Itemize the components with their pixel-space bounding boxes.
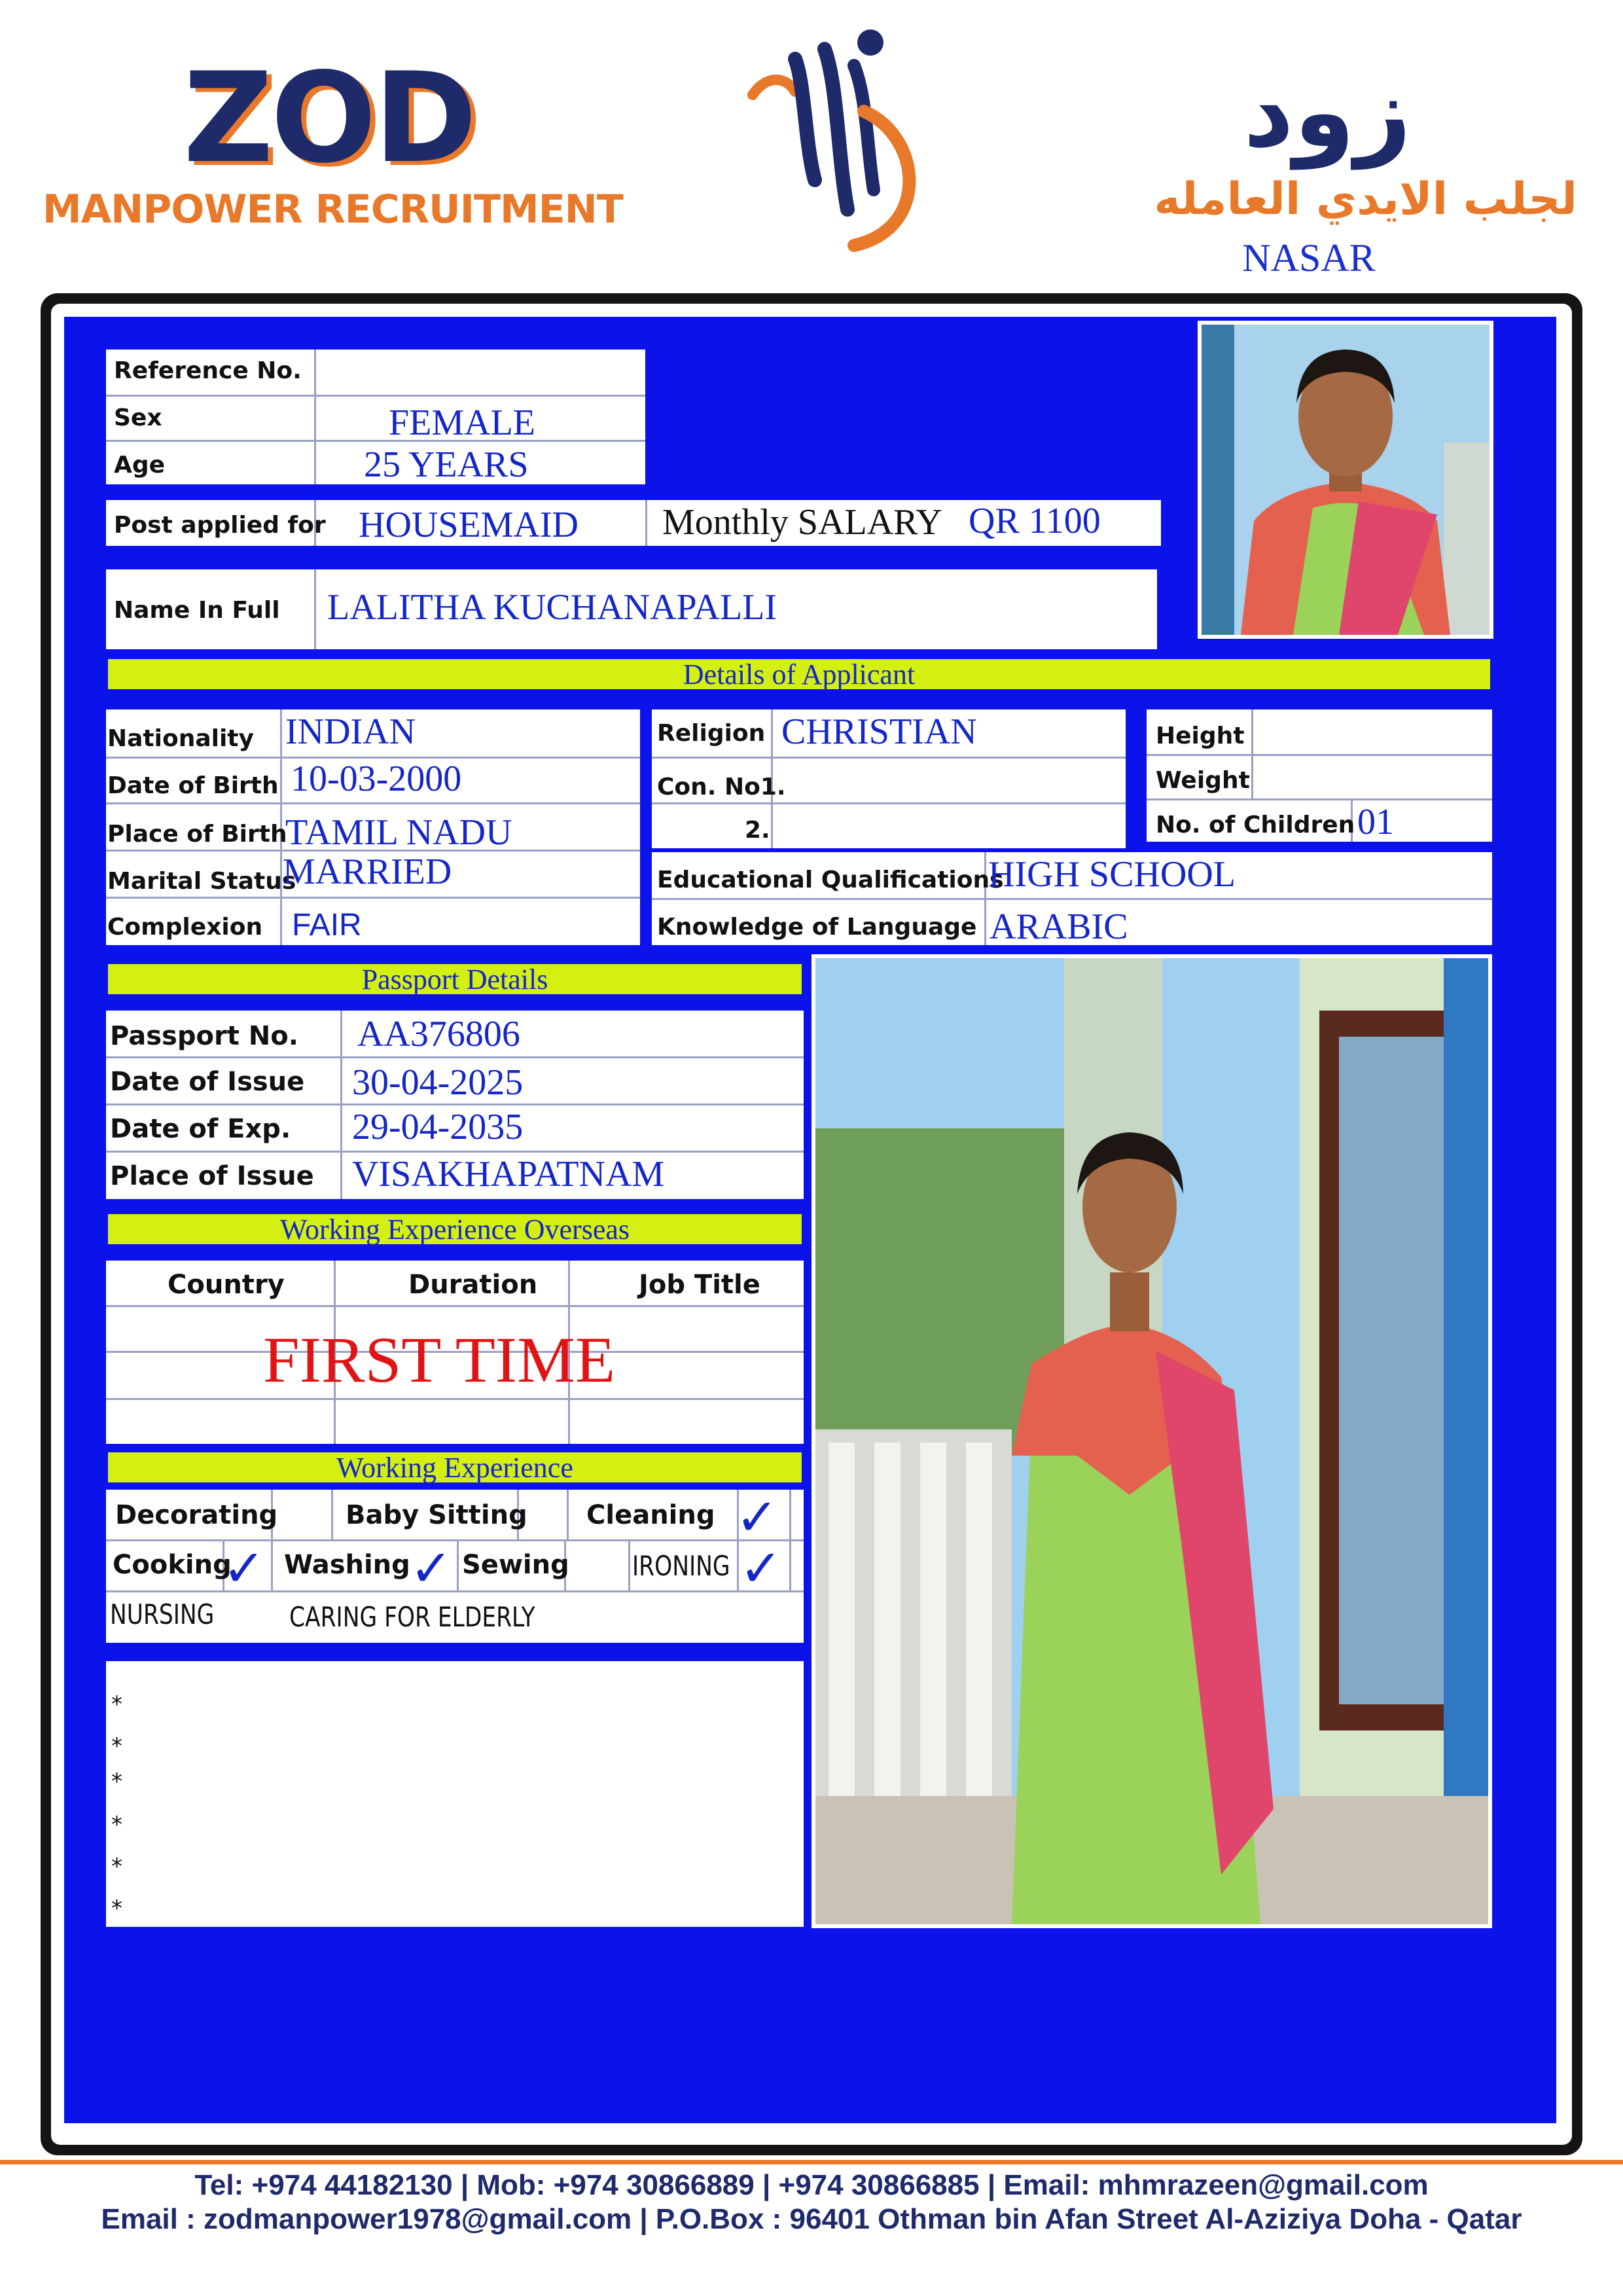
- note-bullet: *: [111, 1768, 122, 1795]
- name-value: LALITHA KUCHANAPALLI: [327, 587, 777, 628]
- contact1-label: Con. No1.: [657, 774, 786, 800]
- age-label: Age: [114, 452, 166, 478]
- height-label: Height: [1156, 723, 1245, 749]
- marital-value: MARRIED: [283, 852, 452, 892]
- skill-washing: Washing: [284, 1550, 410, 1580]
- note-bullet: *: [111, 1895, 122, 1922]
- complexion-value: FAIR: [292, 908, 362, 942]
- children-label: No. of Children: [1156, 812, 1355, 838]
- name-label: Name In Full: [114, 597, 280, 624]
- section-working-experience: Working Experience: [106, 1450, 804, 1484]
- grid-line: [106, 1590, 804, 1592]
- grid-line: [106, 1103, 804, 1105]
- grid-line: [652, 898, 1492, 900]
- section-working-experience-overseas: Working Experience Overseas: [106, 1212, 804, 1246]
- column-country: Country: [168, 1270, 285, 1300]
- skill-nursing: NURSING: [110, 1598, 215, 1630]
- grid-line: [106, 897, 640, 899]
- grid-line: [1147, 754, 1492, 756]
- passport-issue-label: Date of Issue: [110, 1067, 305, 1097]
- pob-label: Place of Birth: [107, 821, 287, 848]
- complexion-label: Complexion: [107, 914, 263, 941]
- grid-line: [106, 1151, 804, 1153]
- skill-baby-sitting: Baby Sitting: [346, 1500, 527, 1530]
- washing-check-icon: ✓: [410, 1539, 453, 1598]
- nationality-value: INDIAN: [285, 711, 416, 752]
- salary-label: Monthly SALARY: [662, 502, 942, 543]
- skill-ironing: IRONING: [632, 1550, 730, 1582]
- grid-line: [789, 1490, 791, 1590]
- weight-label: Weight: [1156, 767, 1250, 794]
- column-job-title: Job Title: [639, 1270, 760, 1300]
- religion-value: CHRISTIAN: [781, 711, 977, 752]
- grid-line: [106, 395, 645, 397]
- contact2-label: 2.: [745, 817, 770, 844]
- language-label: Knowledge of Language: [657, 914, 977, 941]
- footer-address-line: Email : zodmanpower1978@gmail.com | P.O.Box : 96401 Othman bin Afan Street Al-Aziziya Doha - Qatar: [101, 2203, 1522, 2235]
- section-details-of-applicant: Details of Applicant: [106, 657, 1492, 691]
- grid-line: [628, 1539, 630, 1590]
- grid-line: [652, 757, 1126, 759]
- footer-contact-line: Tel: +974 44182130 | Mob: +974 30866889 | +974 30866885 | Email: mhmrazeen@gmail.com: [194, 2169, 1429, 2201]
- grid-line: [652, 802, 1126, 804]
- grid-line: [331, 1490, 333, 1539]
- passport-number-label: Passport No.: [110, 1021, 298, 1051]
- skill-decorating: Decorating: [115, 1500, 278, 1530]
- brand-tagline: MANPOWER RECRUITMENT: [43, 187, 623, 232]
- grid-line: [314, 569, 316, 649]
- grid-line: [106, 1056, 804, 1058]
- grid-line: [645, 500, 647, 546]
- grid-line: [106, 1539, 804, 1541]
- grid-line: [314, 350, 316, 484]
- column-duration: Duration: [408, 1270, 538, 1300]
- post-label: Post applied for: [114, 512, 326, 539]
- portrait-photo: [1202, 325, 1489, 635]
- nationality-label: Nationality: [107, 725, 254, 752]
- note-bullet: *: [111, 1733, 122, 1759]
- pob-value: TAMIL NADU: [285, 812, 512, 853]
- reference-label: Reference No.: [114, 357, 302, 384]
- age-value: 25 YEARS: [364, 444, 529, 485]
- language-value: ARABIC: [990, 906, 1128, 947]
- dob-label: Date of Birth: [107, 772, 279, 799]
- children-value: 01: [1357, 802, 1394, 842]
- cleaning-check-icon: ✓: [736, 1488, 779, 1547]
- grid-line: [567, 1490, 569, 1539]
- sex-label: Sex: [114, 404, 162, 431]
- passport-expiry-label: Date of Exp.: [110, 1114, 291, 1144]
- passport-place-label: Place of Issue: [110, 1161, 314, 1191]
- passport-place-value: VISAKHAPATNAM: [352, 1154, 665, 1194]
- brand-logo-text: ZOD: [183, 46, 475, 190]
- first-time-stamp: FIRST TIME: [263, 1323, 616, 1396]
- company-logo-icon: [733, 13, 929, 262]
- salary-value: QR 1100: [969, 501, 1101, 541]
- skill-cleaning: Cleaning: [586, 1500, 715, 1530]
- skill-sewing: Sewing: [462, 1550, 569, 1580]
- education-label: Educational Qualifications: [657, 867, 1004, 893]
- grid-line: [457, 1539, 459, 1590]
- grid-line: [271, 1539, 273, 1590]
- passport-number-value: AA376806: [357, 1014, 520, 1054]
- grid-line: [106, 802, 640, 804]
- ironing-check-icon: ✓: [740, 1539, 783, 1598]
- grid-line: [106, 1305, 804, 1307]
- grid-line: [106, 440, 645, 442]
- grid-line: [1147, 798, 1492, 800]
- full-body-photo: [815, 958, 1488, 1924]
- brand-logo-arabic: زود: [1243, 56, 1412, 170]
- passport-expiry-value: 29-04-2035: [352, 1107, 524, 1147]
- passport-issue-value: 30-04-2025: [352, 1062, 524, 1103]
- notes-box: [106, 1661, 804, 1927]
- note-bullet: *: [111, 1812, 122, 1838]
- grid-line: [106, 1398, 804, 1400]
- brand-tagline-arabic: لجلب الايدي العامله: [1154, 173, 1577, 225]
- dob-value: 10-03-2000: [291, 759, 462, 799]
- footer-divider: [0, 2160, 1623, 2164]
- agent-name: NASAR: [1242, 236, 1376, 279]
- skill-caring-for-elderly: CARING FOR ELDERLY: [289, 1601, 535, 1633]
- note-bullet: *: [111, 1691, 122, 1717]
- religion-label: Religion: [657, 720, 766, 747]
- cooking-check-icon: ✓: [223, 1539, 266, 1598]
- skill-cooking: Cooking: [113, 1550, 232, 1580]
- section-passport-details: Passport Details: [106, 962, 804, 996]
- marital-label: Marital Status: [107, 868, 296, 895]
- sex-value: FEMALE: [389, 403, 535, 443]
- post-value: HOUSEMAID: [359, 505, 579, 545]
- note-bullet: *: [111, 1854, 122, 1880]
- education-value: HIGH SCHOOL: [988, 854, 1236, 895]
